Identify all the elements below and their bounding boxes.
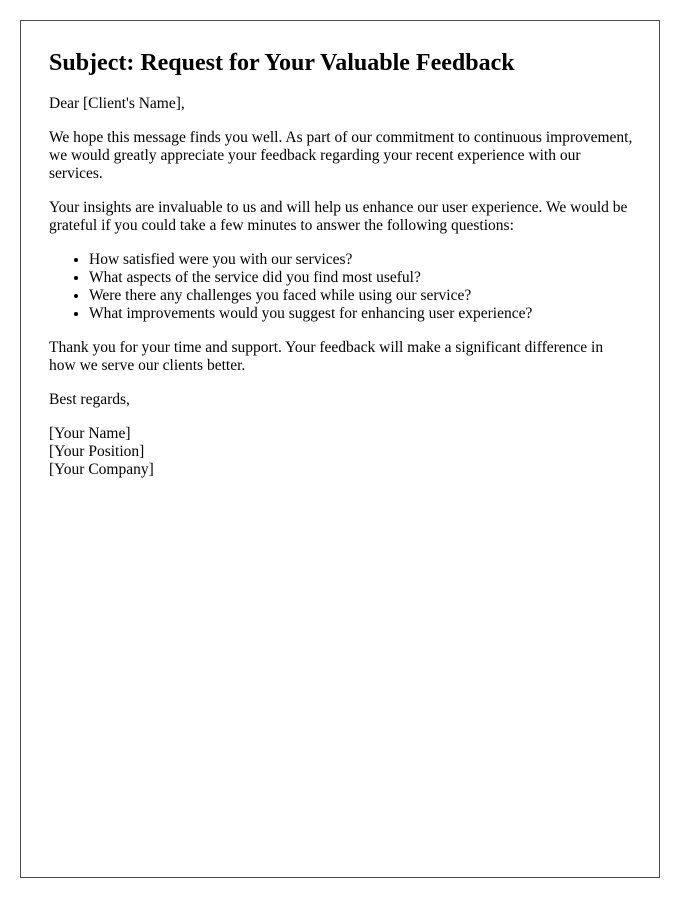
signature-block	[49, 425, 633, 479]
question-item: • What aspects of the service did you find most useful?	[89, 269, 633, 287]
signature-company: [Your Company]	[49, 461, 154, 478]
question-list	[49, 251, 633, 323]
letter-paragraph-request: Your insights are invaluable to us and will help us enhance our user experience. We would be grateful if you could take a few minutes to answer the following questions:	[49, 199, 628, 234]
letter-content	[49, 49, 633, 479]
letter-paragraph-intro: We hope this message finds you well. As part of our commitment to continuous improvement, we would greatly appreciate your feedback regarding your recent experience with our services.	[49, 129, 633, 182]
letter-closing: Best regards,	[49, 391, 130, 408]
question-item: • What improvements would you suggest for enhancing user experience?	[89, 305, 633, 323]
question-item: • Were there any challenges you faced while using our service?	[89, 287, 633, 305]
signature-name: [Your Name]	[49, 425, 131, 442]
letter-paragraph-thanks: Thank you for your time and support. Your feedback will make a significant difference in how we serve our clients better.	[49, 339, 604, 374]
letter-subject: Subject: Request for Your Valuable Feedback	[49, 50, 515, 76]
question-item: • How satisfied were you with our services?	[89, 251, 633, 269]
letter-page	[20, 20, 660, 878]
signature-position: [Your Position]	[49, 443, 145, 460]
letter-greeting: Dear [Client's Name],	[49, 95, 185, 112]
